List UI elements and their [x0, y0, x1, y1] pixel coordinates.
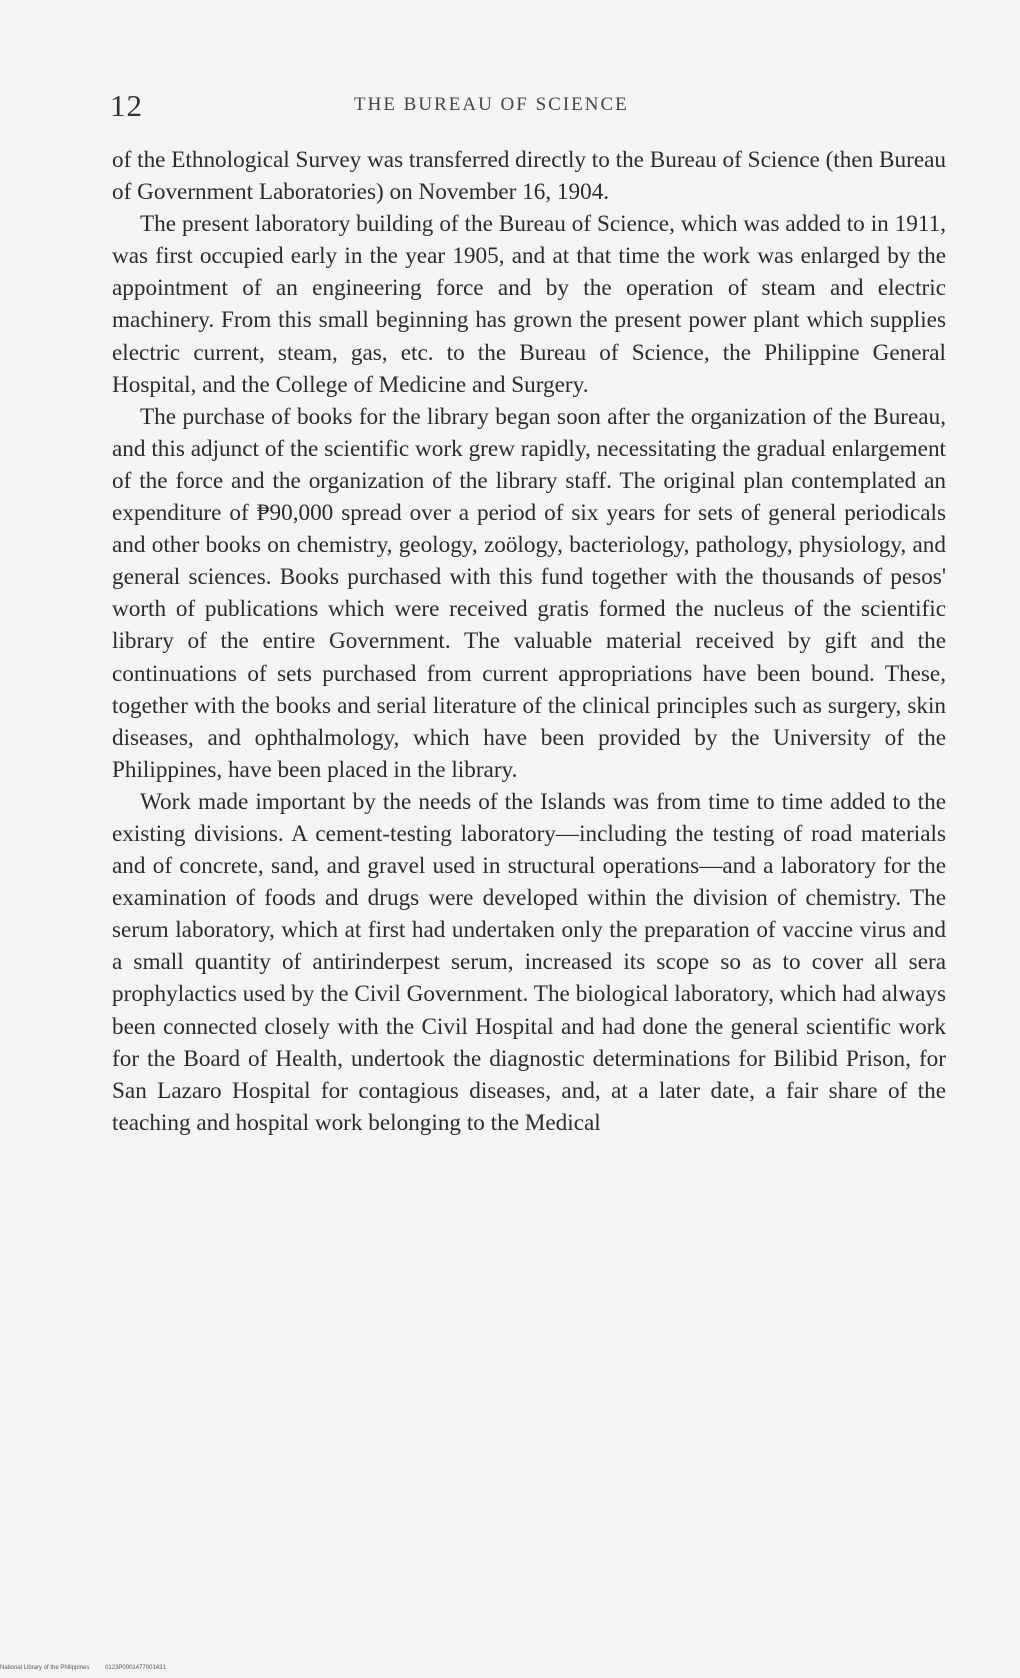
footer-library: National Library of the Philippines	[0, 1665, 90, 1671]
body-text	[112, 144, 946, 1139]
paragraph-1: of the Ethnological Survey was transferred directly to the Bureau of Science (then Bureau of Government Laboratories) on November 16, 1904.	[112, 147, 946, 206]
scan-footer	[0, 1665, 180, 1671]
paragraph-3: The purchase of books for the library began soon after the organization of the Bureau, and this adjunct of the scientific work grew rapidly, necessitating the gradual enlargement of the force and the organization of the library staff. The original plan contemplated an expenditure of ₱90,000 spread over a period of six years for sets of general periodicals and other books on chemistry, geology, zoölogy, bacteriology, pathology, physiology, and general sciences. Books purchased with this fund together with the thousands of pesos' worth of publications which were received gratis formed the nucleus of the scientific library of the entire Government. The valuable material received by gift and the continuations of sets purchased from current appropriations have been bound. These, together with the books and serial literature of the clinical principles such as surgery, skin diseases, and ophthalmology, which have been provided by the University of the Philippines, have been placed in the library.	[112, 403, 946, 783]
footer-id: 0123P0001477001431	[105, 1665, 166, 1671]
paragraph-4: Work made important by the needs of the Islands was from time to time added to the existing divisions. A cement-testing laboratory—including the testing of road materials and of concrete, sand, and gravel used in structural operations—and a laboratory for the examination of foods and drugs were developed within the division of chemistry. The serum laboratory, which at first had undertaken only the preparation of vaccine virus and a small quantity of antirinderpest serum, increased its scope so as to cover all sera prophylactics used by the Civil Government. The biological laboratory, which had always been connected closely with the Civil Hospital and had done the general scientific work for the Board of Health, undertook the diagnostic determinations for Bilibid Prison, for San Lazaro Hospital for contagious diseases, and, at a later date, a fair share of the teaching and hospital work belonging to the Medical	[112, 788, 946, 1136]
running-head: THE BUREAU OF SCIENCE	[354, 94, 629, 115]
page-header	[110, 88, 950, 128]
page-number: 12	[110, 88, 143, 123]
paragraph-2: The present laboratory building of the Bureau of Science, which was added to in 1911, was first occupied early in the year 1905, and at that time the work was enlarged by the appointment of an engineering force and by the operation of steam and electric machinery. From this small beginning has grown the present power plant which supplies electric current, steam, gas, etc. to the Bureau of Science, the Philippine General Hospital, and the College of Medicine and Surgery.	[112, 211, 946, 398]
